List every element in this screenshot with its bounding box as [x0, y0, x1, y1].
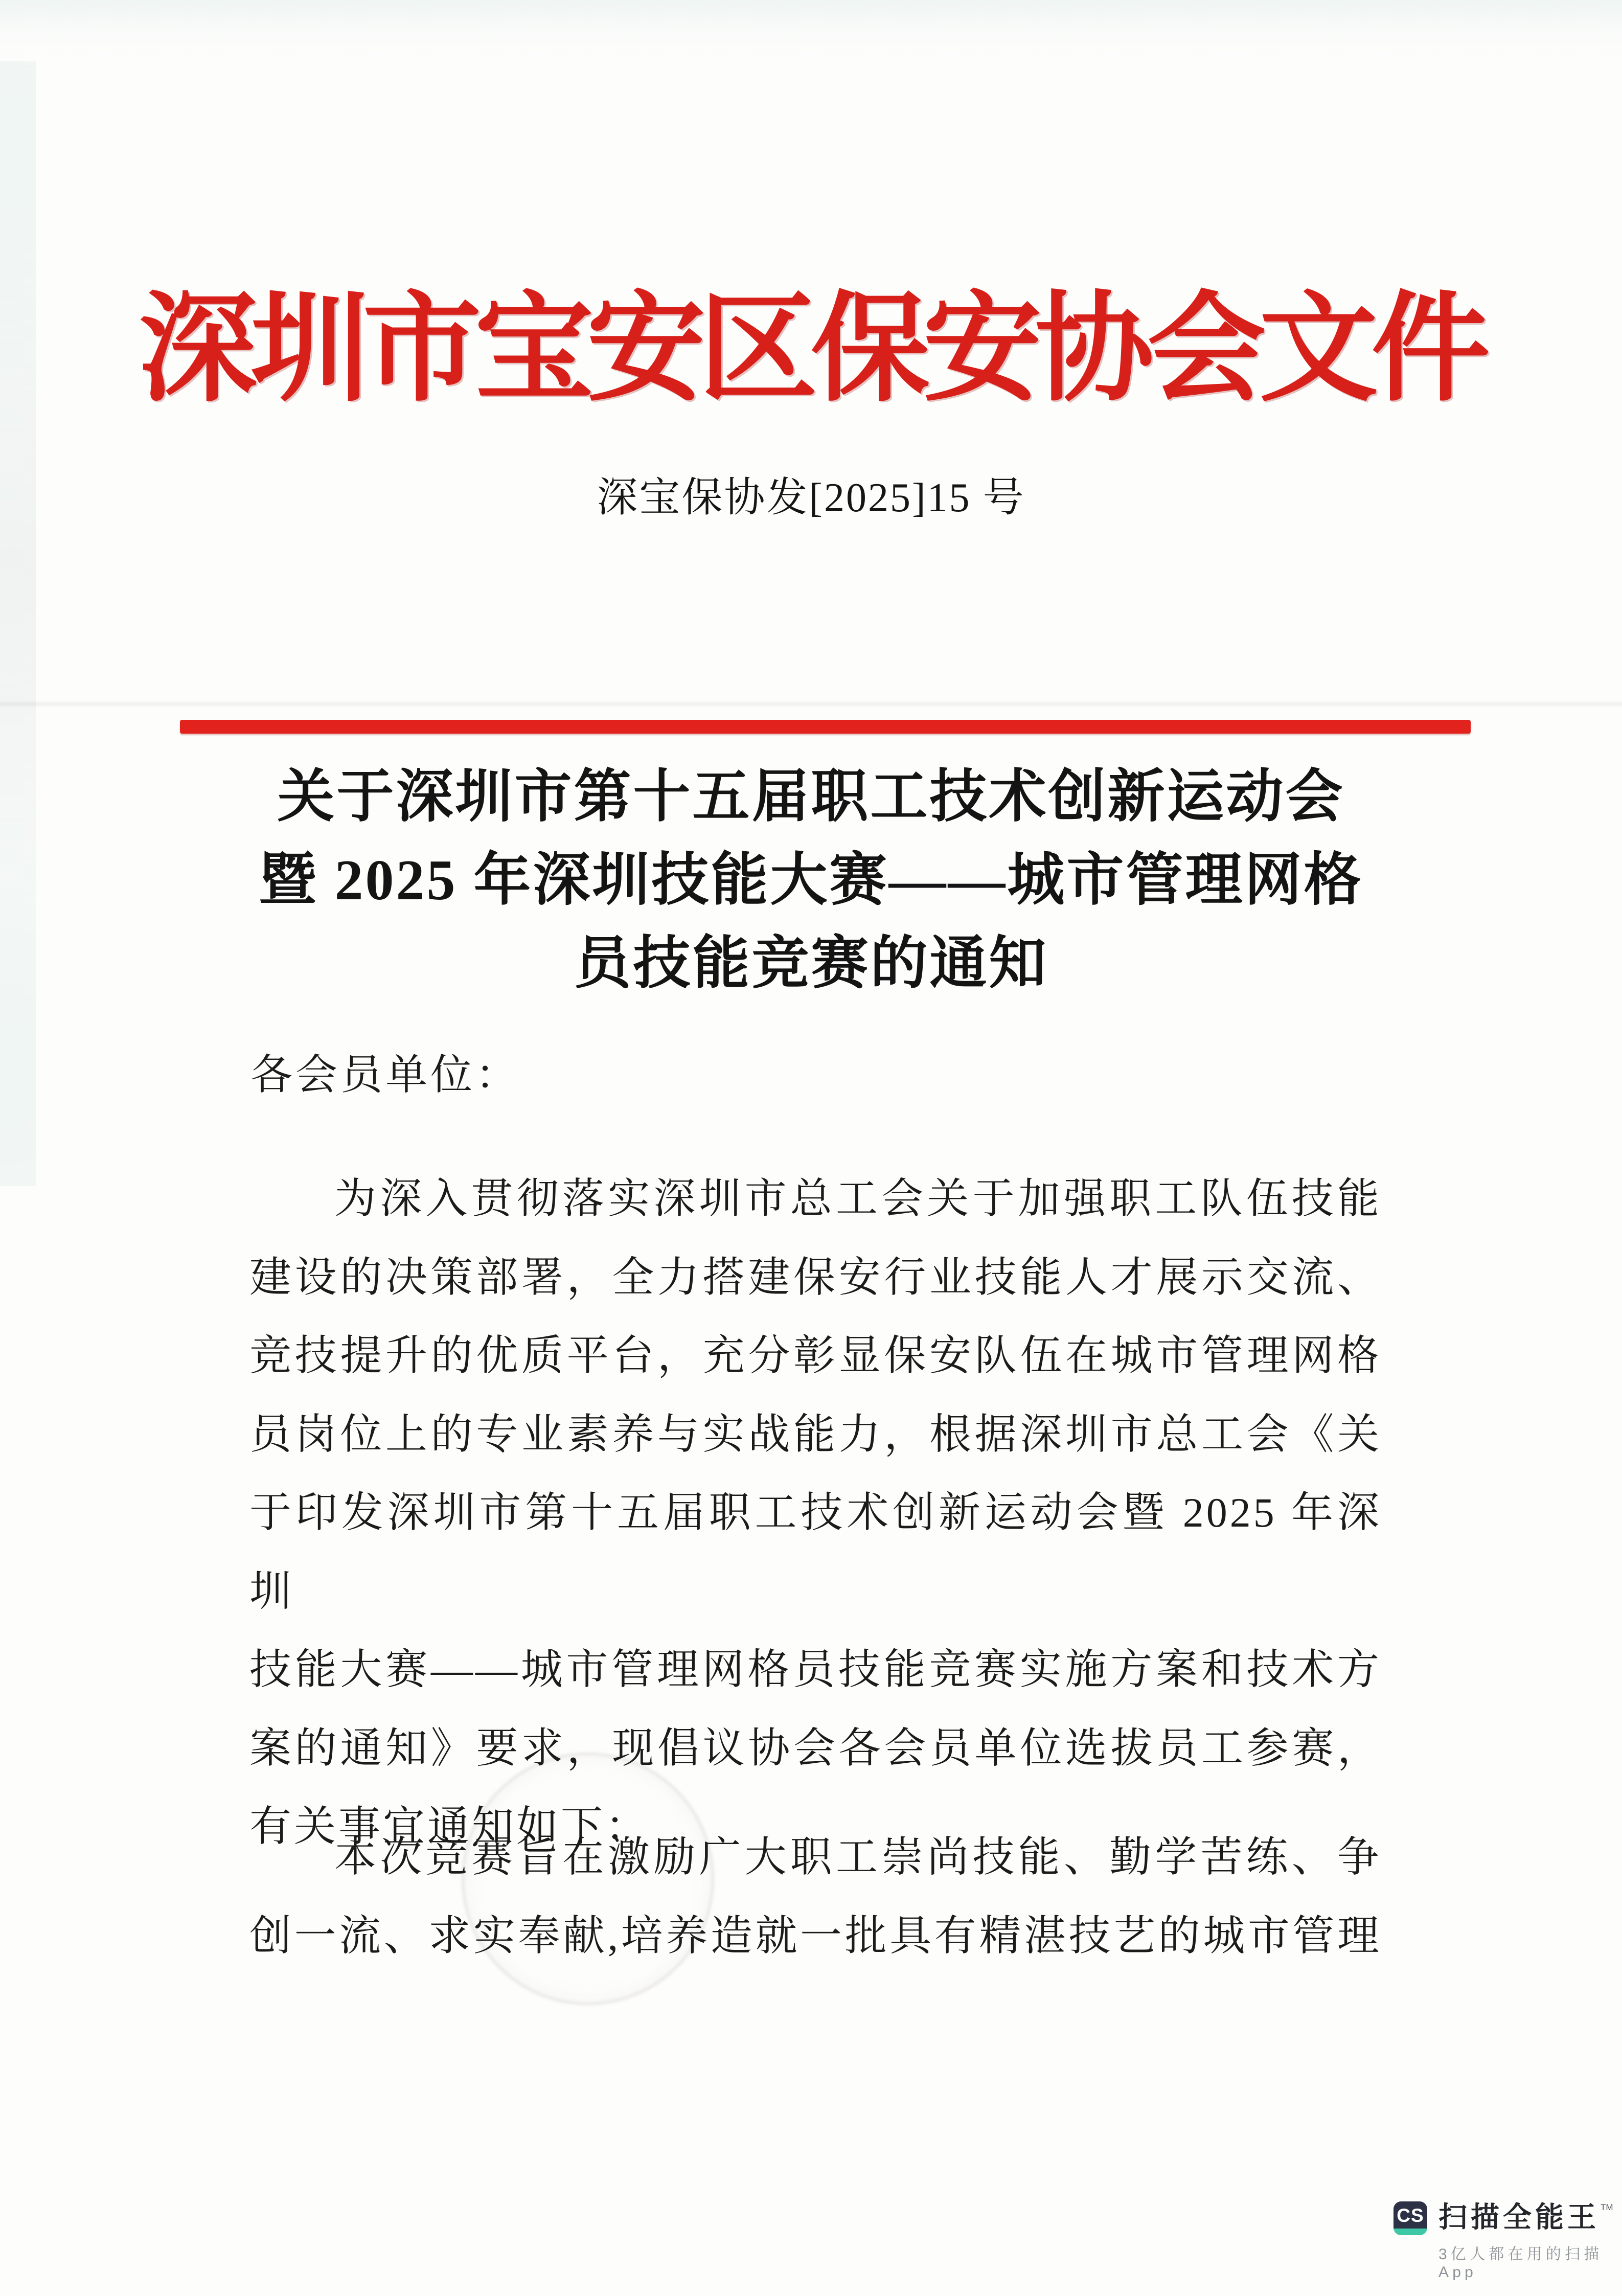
body-line: 于印发深圳市第十五届职工技术创新运动会暨 2025 年深圳: [249, 1489, 1382, 1615]
fold-shadow-line: [0, 700, 1622, 708]
body-line: 技能大赛——城市管理网格员技能竞赛实施方案和技术方: [249, 1646, 1382, 1693]
notice-title-line-1: 关于深圳市第十五届职工技术创新运动会: [277, 765, 1345, 829]
camscanner-logo-accent-strip: [1393, 2229, 1427, 2235]
body-line: 创一流、求实奉献,培养造就一批具有精湛技艺的城市管理: [249, 1912, 1382, 1959]
camscanner-app-name: 扫描全能王: [1438, 2201, 1600, 2233]
scan-noise-band: [0, 0, 1622, 61]
camscanner-tagline: 3亿人都在用的扫描App: [1438, 2245, 1603, 2281]
body-line: 竞技提升的优质平台，充分彰显保安队伍在城市管理网格: [249, 1332, 1382, 1379]
salutation: 各会员单位：: [250, 1052, 521, 1098]
body-line: 为深入贯彻落实深圳市总工会关于加强职工队伍技能: [334, 1175, 1382, 1222]
body-line: 本次竞赛旨在激励广大职工崇尚技能、勤学苦练、争: [334, 1834, 1382, 1880]
camscanner-watermark: [1393, 2201, 1622, 2281]
camscanner-logo-icon: [1393, 2201, 1427, 2235]
body-line: 有关事宜通知如下：: [249, 1803, 650, 1850]
notice-title-line-3: 员技能竞赛的通知: [574, 932, 1048, 995]
notice-title-line-2: 暨 2025 年深圳技能大赛——城市管理网格: [259, 849, 1363, 912]
notice-title: [0, 756, 1622, 1006]
body-line: 建设的决策部署，全力搭建保安行业技能人才展示交流、: [249, 1254, 1382, 1301]
paragraph-1: [249, 1160, 1382, 1866]
document-number: 深宝保协发[2025]15 号: [597, 475, 1025, 520]
paragraph-2: [249, 1818, 1382, 1975]
camscanner-logo-text: CS: [1397, 2205, 1424, 2226]
body-line: 员岗位上的专业素养与实战能力，根据深圳市总工会《关: [249, 1411, 1382, 1458]
scan-edge-noise: [0, 61, 36, 1186]
red-separator-rule: [180, 720, 1471, 734]
trademark-symbol: TM: [1601, 2202, 1613, 2212]
org-header-title: 深圳市宝安区保安协会文件: [139, 284, 1483, 416]
body-line: 案的通知》要求，现倡议协会各会员单位选拔员工参赛，: [249, 1724, 1382, 1771]
